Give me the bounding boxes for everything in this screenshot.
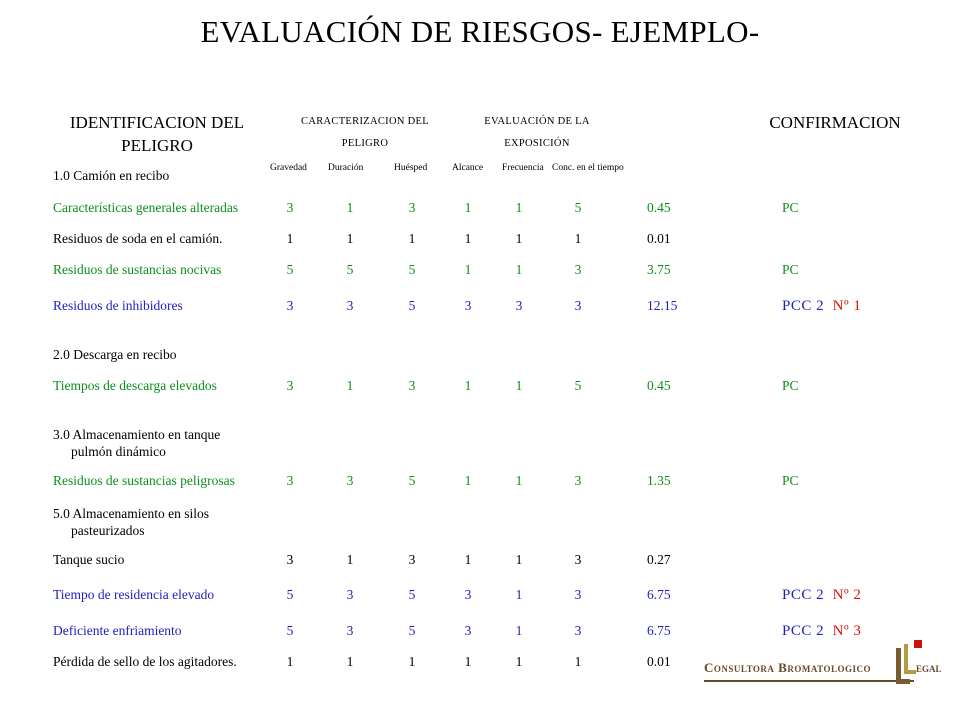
row-value: 1 [515, 623, 523, 638]
row-result: 3.75 [647, 262, 671, 277]
row-label: Residuos de sustancias peligrosas [53, 473, 235, 488]
row-confirmation-code: PCC 2 [782, 587, 825, 603]
row-confirmation-number: Nº 2 [832, 587, 862, 603]
consultora-logo [700, 640, 946, 690]
row-value: 1 [464, 262, 472, 277]
row-value: 3 [464, 298, 472, 313]
row-value: 5 [408, 262, 416, 277]
row-result: 0.27 [647, 552, 671, 567]
column-header-gravedad: Gravedad [270, 163, 307, 173]
row-label: Características generales alteradas [53, 200, 239, 215]
row-value: 3 [574, 298, 582, 313]
row-confirmation [782, 378, 799, 394]
row-value: 3 [346, 298, 354, 313]
row-value: 1 [464, 552, 472, 567]
row-value: 5 [408, 473, 416, 488]
row-value: 3 [515, 298, 523, 313]
row-label: Tanque sucio [53, 552, 125, 567]
section-heading [53, 505, 209, 539]
row-confirmation-code: PC [782, 473, 799, 488]
logo-text: Consultora Bromatologico [704, 660, 872, 675]
row-value: 3 [464, 587, 472, 602]
row-result: 0.01 [647, 654, 671, 669]
row-value: 3 [408, 378, 416, 393]
row-value: 3 [286, 552, 294, 567]
row-label: Tiempo de residencia elevado [53, 587, 215, 602]
row-value: 3 [286, 200, 294, 215]
row-value: 1 [464, 473, 472, 488]
row-value: 1 [346, 378, 354, 393]
row-value: 1 [464, 200, 472, 215]
header-identificacion-line1: IDENTIFICACION DEL [69, 113, 245, 132]
row-value: 3 [346, 587, 354, 602]
row-value: 1 [408, 231, 416, 246]
row-value: 5 [574, 200, 582, 215]
row-label: Pérdida de sello de los agitadores. [53, 654, 237, 669]
row-result: 0.01 [647, 231, 671, 246]
row-label: Tiempos de descarga elevados [53, 378, 217, 393]
header-caracterizacion-line1: CARACTERIZACION DEL [301, 116, 429, 127]
row-value: 1 [515, 231, 523, 246]
row-confirmation [782, 587, 861, 604]
section-line: 2.0 Descarga en recibo [53, 347, 177, 362]
column-header-alcance: Alcance [452, 163, 484, 173]
row-value: 5 [286, 587, 294, 602]
row-value: 5 [574, 378, 582, 393]
row-value: 5 [408, 587, 416, 602]
row-confirmation-code: PCC 2 [782, 623, 825, 639]
section-heading [53, 167, 169, 184]
header-caracterizacion [280, 111, 450, 155]
section-line: 5.0 Almacenamiento en silos [53, 506, 209, 521]
row-value: 5 [346, 262, 354, 277]
row-value: 1 [574, 654, 582, 669]
row-result: 6.75 [647, 587, 671, 602]
row-value: 1 [286, 231, 294, 246]
row-value: 1 [574, 231, 582, 246]
row-value: 1 [515, 473, 523, 488]
row-confirmation-code: PC [782, 262, 799, 277]
row-value: 5 [408, 298, 416, 313]
section-line: 1.0 Camión en recibo [53, 168, 170, 183]
row-label: Residuos de sustancias nocivas [53, 262, 222, 277]
row-confirmation [782, 200, 799, 216]
column-header-huesped: Huésped [394, 163, 428, 173]
row-value: 1 [464, 654, 472, 669]
row-value: 1 [515, 378, 523, 393]
row-value: 5 [286, 623, 294, 638]
row-value: 3 [574, 473, 582, 488]
row-value: 1 [515, 654, 523, 669]
header-evaluacion [452, 111, 622, 155]
row-result: 0.45 [647, 378, 671, 393]
row-value: 1 [286, 654, 294, 669]
row-value: 1 [346, 552, 354, 567]
row-value: 5 [286, 262, 294, 277]
header-evaluacion-line2: EXPOSICIÓN [504, 138, 570, 149]
row-value: 3 [408, 200, 416, 215]
row-value: 1 [346, 231, 354, 246]
row-confirmation [782, 298, 861, 315]
row-value: 3 [574, 262, 582, 277]
section-heading [53, 346, 176, 363]
row-confirmation-code: PCC 2 [782, 298, 825, 314]
logo-underline [704, 680, 914, 682]
row-value: 1 [515, 552, 523, 567]
row-value: 1 [464, 231, 472, 246]
row-value: 3 [574, 552, 582, 567]
row-confirmation [782, 623, 861, 640]
row-value: 1 [346, 200, 354, 215]
row-value: 5 [408, 623, 416, 638]
logo-red-square-icon [914, 640, 922, 648]
row-value: 1 [515, 587, 523, 602]
header-evaluacion-line1: EVALUACIÓN DE LA [484, 116, 590, 127]
page-title: EVALUACIÓN DE RIESGOS- EJEMPLO- [200, 14, 760, 49]
row-value: 1 [464, 378, 472, 393]
row-confirmation [782, 473, 799, 489]
section-line: pasteurizados [71, 523, 145, 538]
row-value: 3 [286, 473, 294, 488]
header-confirmacion: CONFIRMACION [769, 113, 901, 132]
row-result: 0.45 [647, 200, 671, 215]
row-confirmation-number: Nº 1 [832, 298, 862, 314]
row-value: 1 [515, 200, 523, 215]
row-result: 1.35 [647, 473, 671, 488]
header-caracterizacion-line2: PELIGRO [341, 138, 389, 149]
row-confirmation-number: Nº 3 [832, 623, 862, 639]
row-value: 3 [574, 623, 582, 638]
row-label: Residuos de inhibidores [53, 298, 183, 313]
row-value: 3 [286, 298, 294, 313]
row-value: 1 [408, 654, 416, 669]
row-value: 3 [346, 473, 354, 488]
row-label: Deficiente enfriamiento [53, 623, 182, 638]
row-value: 3 [408, 552, 416, 567]
row-label: Residuos de soda en el camión. [53, 231, 223, 246]
row-result: 6.75 [647, 623, 671, 638]
row-result: 12.15 [647, 298, 678, 313]
row-value: 1 [515, 262, 523, 277]
column-header-frecuencia: Frecuencia [502, 163, 544, 173]
row-value: 3 [464, 623, 472, 638]
header-identificacion-line2: PELIGRO [121, 136, 193, 155]
row-value: 3 [574, 587, 582, 602]
section-heading [53, 426, 220, 460]
column-header-duracion: Duración [328, 163, 364, 173]
section-line: 3.0 Almacenamiento en tanque [53, 427, 221, 442]
row-value: 3 [346, 623, 354, 638]
row-value: 3 [286, 378, 294, 393]
row-confirmation-code: PC [782, 378, 799, 393]
section-line: pulmón dinámico [71, 444, 166, 459]
logo-suffix: egal [916, 660, 942, 675]
row-confirmation [782, 262, 799, 278]
header-identificacion [52, 111, 262, 157]
column-header-conc-tiempo: Conc. en el tiempo [552, 163, 624, 173]
row-confirmation-code: PC [782, 200, 799, 215]
row-value: 1 [346, 654, 354, 669]
logo-mark-inner-icon [904, 644, 916, 674]
